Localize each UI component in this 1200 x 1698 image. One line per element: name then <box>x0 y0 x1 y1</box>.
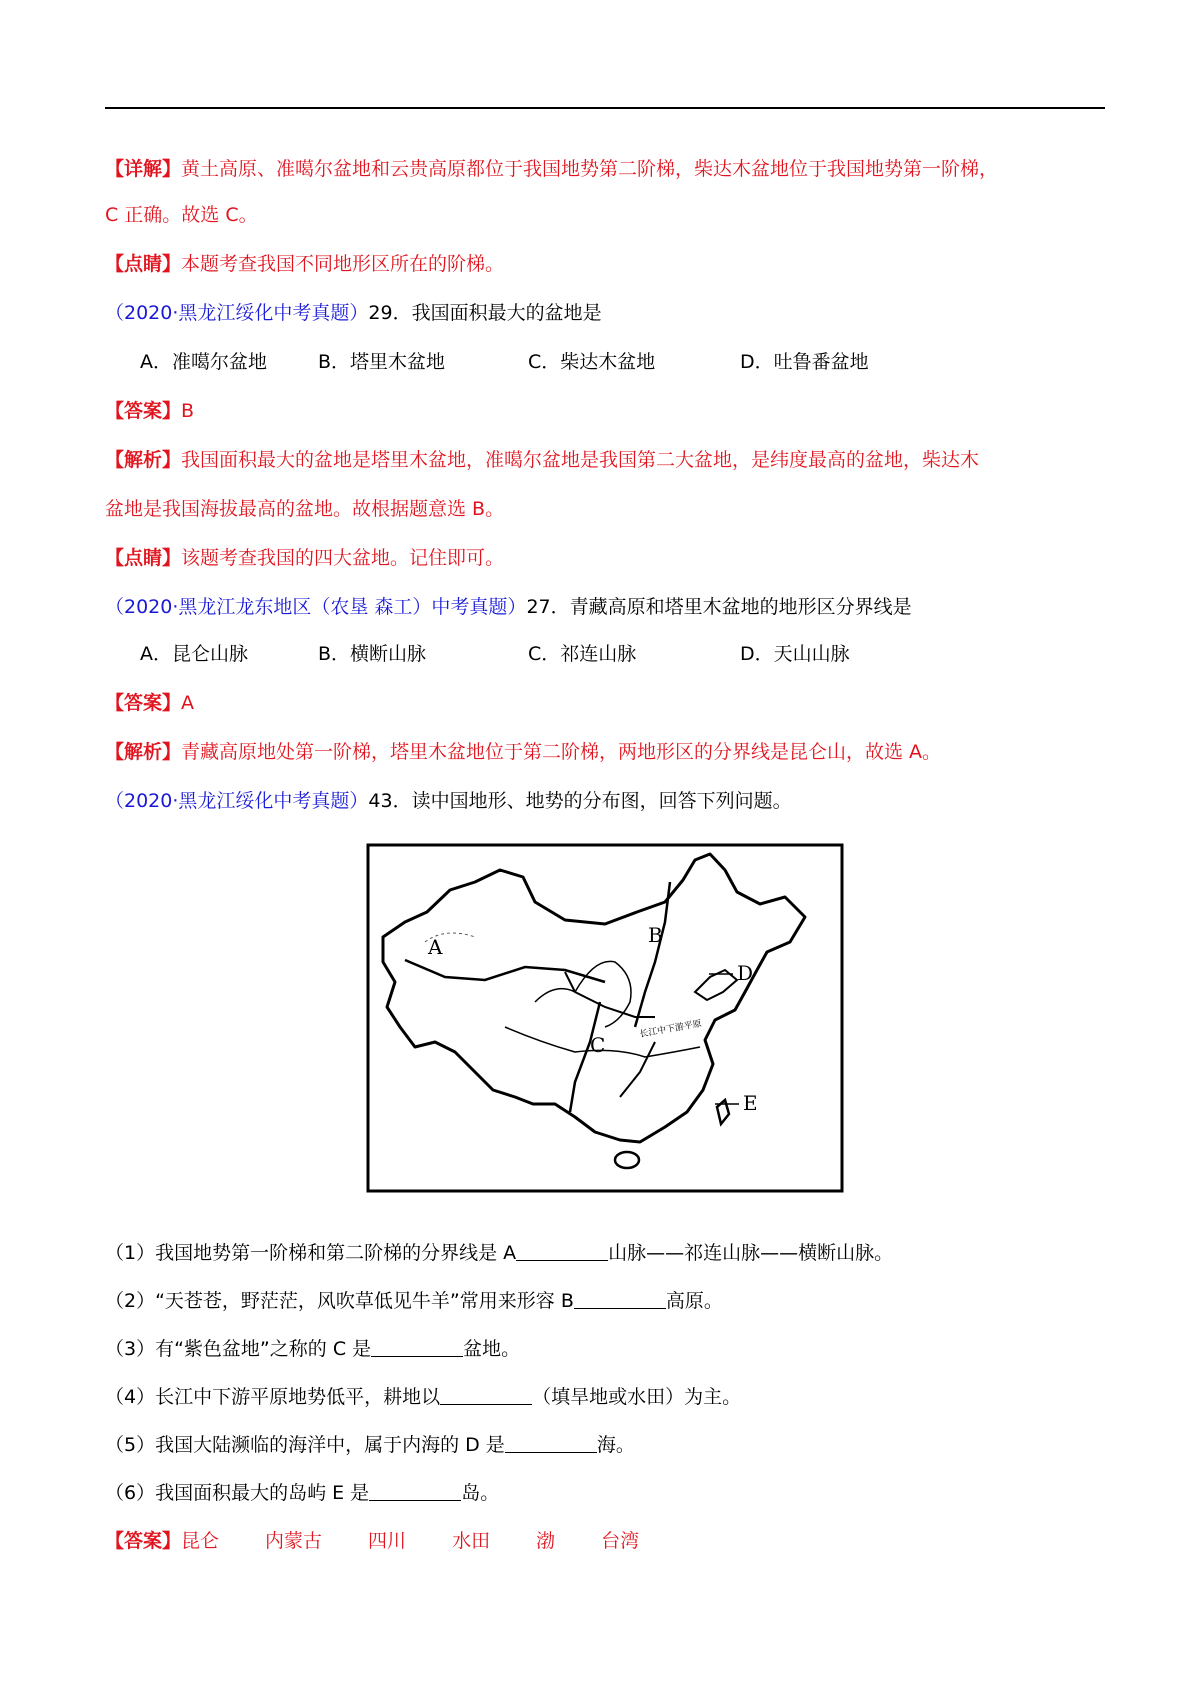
q27-option-d: D．天山山脉 <box>740 643 850 665</box>
answer-blank[interactable] <box>440 1384 532 1405</box>
q43-answer-3: 四川 <box>368 1530 407 1552</box>
q43-answer-1: 昆仑 <box>181 1530 220 1552</box>
q29-option-c: C．柴达木盆地 <box>528 351 656 373</box>
q43-item-2: （2）“天苍苍，野茫茫，风吹草低见牛羊”常用来形容 B 高原。 <box>105 1290 723 1312</box>
q29-options <box>140 349 869 375</box>
point-tag: 【点睛】 <box>105 253 182 275</box>
q43-answer <box>105 1528 685 1554</box>
map-label-c: C <box>590 1033 606 1057</box>
q43-item-1: （1）我国地势第一阶梯和第二阶梯的分界线是 A 山脉——祁连山脉——横断山脉。 <box>105 1242 894 1264</box>
q29-stem: （2020·黑龙江绥化中考真题）29．我国面积最大的盆地是 <box>105 302 602 324</box>
detail-line-1: 【详解】黄土高原、准噶尔盆地和云贵高原都位于我国地势第二阶梯，柴达木盆地位于我国地势第一阶梯， <box>105 158 999 180</box>
q43-answer-6: 台湾 <box>601 1530 640 1552</box>
q43-answer-4: 水田 <box>452 1530 491 1552</box>
q27-options <box>140 641 850 667</box>
q43-answer-5: 渤 <box>536 1530 556 1552</box>
q27-option-c: C．祁连山脉 <box>528 643 637 665</box>
answer-blank[interactable] <box>516 1240 608 1261</box>
map-frame <box>368 845 842 1191</box>
map-label-d: D <box>737 961 754 985</box>
q29-option-a: A．准噶尔盆地 <box>140 351 267 373</box>
q27-option-b: B．横断山脉 <box>318 643 427 665</box>
q27-analysis: 【解析】青藏高原地处第一阶梯，塔里木盆地位于第二阶梯，两地形区的分界线是昆仑山，故选 A。 <box>105 741 942 763</box>
header-rule <box>105 107 1105 109</box>
q43-item-6: （6）我国面积最大的岛屿 E 是 岛。 <box>105 1482 500 1504</box>
map-label-a: A <box>428 935 443 959</box>
detail-tag: 【详解】 <box>105 158 182 180</box>
q43-stem: （2020·黑龙江绥化中考真题）43．读中国地形、地势的分布图，回答下列问题。 <box>105 790 792 812</box>
point-line: 【点睛】本题考查我国不同地形区所在的阶梯。 <box>105 253 505 275</box>
answer-blank[interactable] <box>505 1432 597 1453</box>
q43-source: （2020·黑龙江绥化中考真题） <box>105 790 369 812</box>
q27-answer: 【答案】A <box>105 692 195 714</box>
q27-stem: （2020·黑龙江龙东地区（农垦 森工）中考真题）27．青藏高原和塔里木盆地的地形区分界线是 <box>105 596 912 618</box>
map-text-plain: 长江中下游平原 <box>638 1019 703 1040</box>
q43-item-5: （5）我国大陆濒临的海洋中，属于内海的 D 是 海。 <box>105 1434 635 1456</box>
q29-answer: 【答案】B <box>105 400 195 422</box>
map-label-e: E <box>743 1091 758 1115</box>
q29-option-b: B．塔里木盆地 <box>318 351 446 373</box>
q29-option-d: D．吐鲁番盆地 <box>740 351 869 373</box>
q43-item-3: （3）有“紫色盆地”之称的 C 是 盆地。 <box>105 1338 521 1360</box>
answer-blank[interactable] <box>371 1336 463 1357</box>
q29-analysis-1: 【解析】我国面积最大的盆地是塔里木盆地，准噶尔盆地是我国第二大盆地，是纬度最高的盆地，柴达木 <box>105 449 980 471</box>
q29-point: 【点睛】该题考查我国的四大盆地。记住即可。 <box>105 547 505 569</box>
q29-analysis-2: 盆地是我国海拔最高的盆地。故根据题意选 B。 <box>105 498 505 520</box>
q27-option-a: A．昆仑山脉 <box>140 643 248 665</box>
detail-line-2: C 正确。故选 C。 <box>105 204 258 226</box>
q27-source: （2020·黑龙江龙东地区（农垦 森工）中考真题） <box>105 596 527 618</box>
q29-source: （2020·黑龙江绥化中考真题） <box>105 302 369 324</box>
q43-item-4: （4）长江中下游平原地势低平，耕地以 （填旱地或水田）为主。 <box>105 1386 742 1408</box>
china-terrain-map <box>365 842 845 1194</box>
answer-blank[interactable] <box>369 1480 461 1501</box>
answer-blank[interactable] <box>574 1288 666 1309</box>
q43-answer-2: 内蒙古 <box>265 1530 323 1552</box>
map-label-b: B <box>648 923 663 947</box>
q43-answer-tag: 【答案】 <box>105 1530 182 1552</box>
